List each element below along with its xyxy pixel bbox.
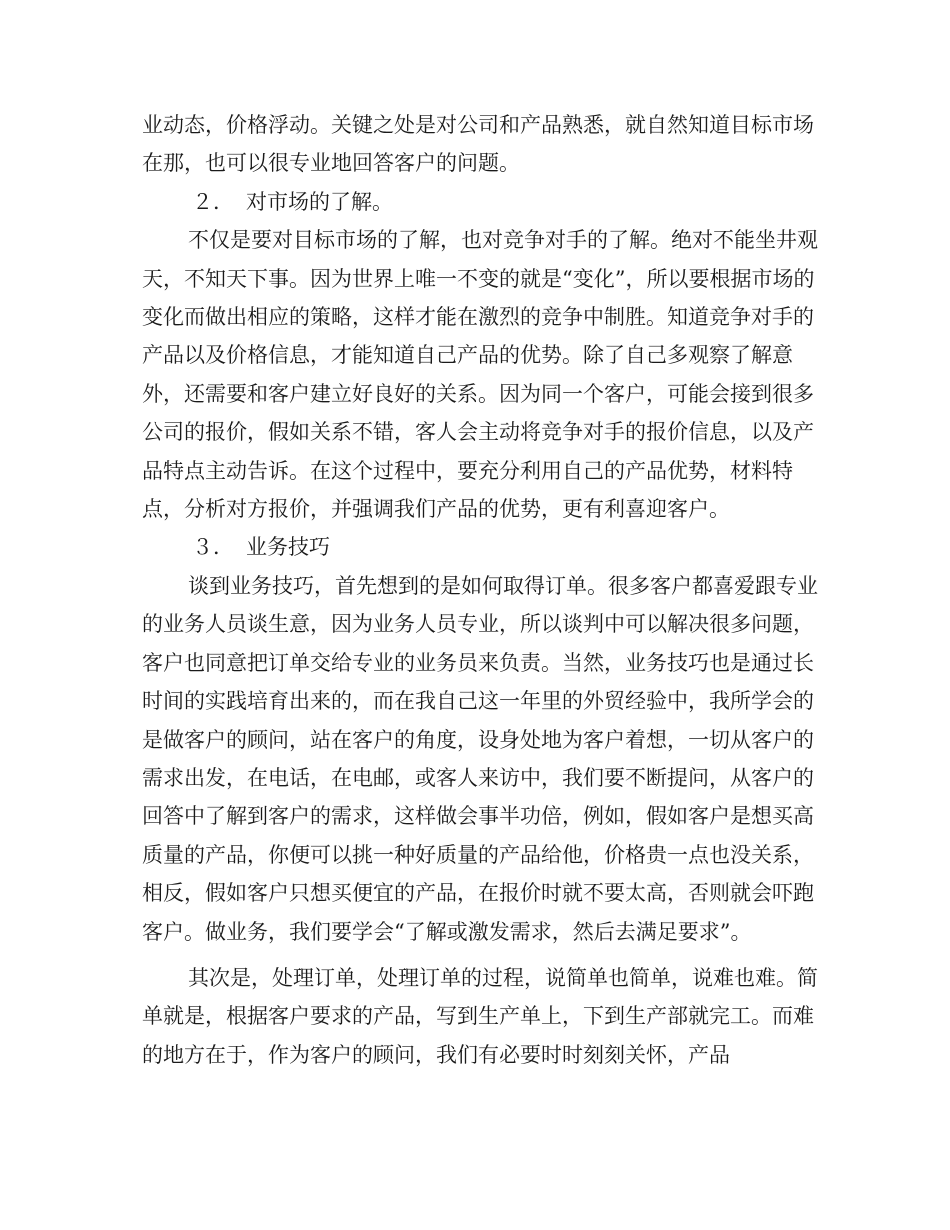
paragraph-skills: 谈到业务技巧，首先想到的是如何取得订单。很多客户都喜爱跟专业的业务人员谈生意，因为业务人员专业，所以谈判中可以解决很多问题，客户也同意把订单交给专业的业务员来负责。当然，业务技巧也是通过长时间的实践培育出来的，而在我自己这一年里的外贸经验中，我所学会的是做客户的顾问，站在客户的角度，设身处地为客户着想，一切从客户的需求出发，在电话，在电邮，或客人来访中，我们要不断提问，从客户的回答中了解到客户的需求，这样做会事半功倍，例如，假如客户是想买高质量的产品，你便可以挑一种好质量的产品给他，价格贵一点也没关系，相反，假如客户只想买便宜的产品，在报价时就不要太高，否则就会吓跑客户。做业务，我们要学会“了解或激发需求，然后去满足要求”。 — [142, 573, 818, 944]
paragraph-intro-continuation: 业动态，价格浮动。关键之处是对公司和产品熟悉，就自然知道目标市场在那，也可以很专业地回答客户的问题。 — [142, 113, 814, 176]
section-number: ２． — [192, 189, 234, 214]
section-heading-skills — [142, 528, 822, 566]
section-title: 对市场的了解。 — [246, 189, 393, 214]
paragraph-orders: 其次是，处理订单，处理订单的过程，说简单也简单，说难也难。简单就是，根据客户要求的产品，写到生产单上，下到生产部就完工。而难的地方在于，作为客户的顾问，我们有必要时时刻刻关怀，产品 — [142, 965, 818, 1067]
section-title: 业务技巧 — [246, 535, 330, 560]
section-number: ３． — [192, 535, 234, 560]
section-heading-market — [142, 183, 822, 221]
document-body — [142, 106, 822, 1074]
paragraph-market: 不仅是要对目标市场的了解，也对竞争对手的了解。绝对不能坐井观天，不知天下事。因为世界上唯一不变的就是“变化”，所以要根据市场的变化而做出相应的策略，这样才能在激烈的竞争中制胜。知道竞争对手的产品以及价格信息，才能知道自己产品的优势。除了自己多观察了解意外，还需要和客户建立好良好的关系。因为同一个客户，可能会接到很多公司的报价，假如关系不错，客人会主动将竞争对手的报价信息，以及产品特点主动告诉。在这个过程中，要充分利用自己的产品优势，材料特点，分析对方报价，并强调我们产品的优势，更有利喜迎客户。 — [142, 228, 818, 522]
